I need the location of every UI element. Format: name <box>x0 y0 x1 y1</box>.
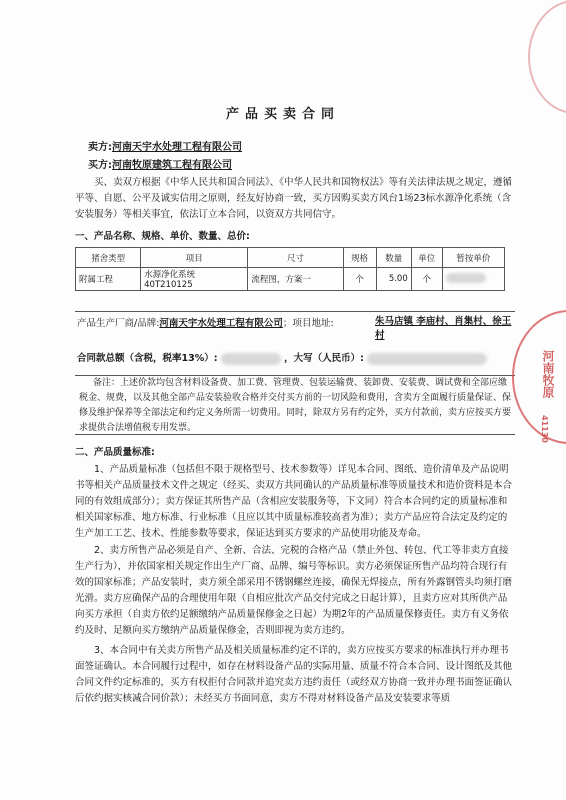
table-cell: 水源净化系统 40T210125 <box>141 268 248 291</box>
seller-name: 河南天宇水处理工程有限公司 <box>112 142 242 153</box>
table-cell: 附属工程 <box>76 268 141 291</box>
col-header: 规格 <box>343 248 376 268</box>
quality-clause-3: 3、本合同中有关卖方所售产品及相关质量标准约定不详的，卖方应按买方要求的标准执行并办理书面签证确认。本合同履行过程中，如存在材料设备产品的实际用量、质量不符合本合同、设计图纸及其他合同文件约定标准的，买方有权拒付合同款并追究卖方违约责任（或经双方协商一致并办理书面签证确认后依约据实核减合同价款）；未经买方书面同意，卖方不得对材料设备产品及安装要求等质 <box>75 645 513 704</box>
buyer-line <box>88 156 232 171</box>
col-header: 尺寸 <box>248 248 343 268</box>
note-box <box>75 374 515 435</box>
table-cell: 流程图，方案一 <box>248 268 343 291</box>
table-cell: 个 <box>343 268 376 291</box>
seal-text: 河南牧原 <box>541 350 555 398</box>
quality-clause-1: 1、产品质量标准（包括但不限于规格型号、技术参数等）详见本合同、图纸、造价清单及产品说明书等相关产品质量技术文件之规定（经买、卖双方共同确认的产品质量标准等质量技术和造价资料是本合同的有效组成部分）；卖方保证其所售产品（含相应安装服务等，下文同）符合本合同约定的质量标准和相关国家标准、地方标准、行业标准（且应以其中质量标准较高者为准）；卖方产品应符合法定及约定的生产加工工艺、技术、性能参数等要求，保证达到买方要求的产品使用功能及寿命。 <box>75 464 513 539</box>
buyer-name: 河南牧原建筑工程有限公司 <box>112 160 232 171</box>
seller-label: 卖方: <box>88 142 112 153</box>
table-cell-redacted <box>442 268 504 291</box>
section1-heading: 一、产品名称、规格、单价、数量、总价: <box>75 231 250 242</box>
table-row <box>76 268 505 291</box>
col-header: 数量 <box>376 248 411 268</box>
col-header: 项目 <box>141 248 248 268</box>
note-text: 备注：上述价款均包含材料设备费、加工费、管理费、包装运输费、装卸费、安装费、调试费和全部应缴税金、规费，以及其他全部产品安装验收合格并交付买方前的一切风险和费用，含卖方全面履行质量保证、保修及维护保养等全部法定和约定义务所需一切费用。同时，除双方另有约定外，买方付款前，卖方应按买方要求提供合法增值税专用发票。 <box>79 378 512 433</box>
seal-top-icon <box>528 0 566 114</box>
address-label: 项目地址: <box>292 318 334 329</box>
seller-line <box>88 138 242 153</box>
maker-name: 河南天宇水处理工程有限公司 <box>159 318 283 329</box>
quality-clause-2: 2、卖方所售产品必须是自产、全新、合法、完税的合格产品（禁止外包、转包、代工等非卖方直接生产行为），并依国家相关规定作出生产厂商、品牌、编号等标识。卖方必须保证所售产品均符合现行有效的国家标准；产品安装时，卖方须全部采用不锈钢螺丝连接，确保无焊接点，所有外露钢管头均须打磨光滑。卖方应确保产品的合理使用年限（自相应批次产品交付完成之日起计算），且卖方应对其所供产品向买方承担（自卖方依约足额缴纳产品质量保修金之日起）为期2年的产品质量保修责任。卖方有义务依约及时、足额向买方缴纳产品质量保修金，否则即视为卖方违约。 <box>75 545 513 636</box>
intro-paragraph: 买、卖双方根据《中华人民共和国合同法》、《中华人民共和国物权法》等有关法律法规之规定，遵循平等、自愿、公平及诚实信用之原则，经友好协商一致，买方因购买卖方风台1场23标水源净化系统（含安装服务）等相关事宜，依法订立本合同，以资双方共同信守。 <box>75 177 513 220</box>
maker-row: 产品生产厂商/品牌:河南天宇水处理工程有限公司；项目地址: <box>77 318 334 329</box>
project-address: 朱马店镇 李庙村、肖集村、徐王村 <box>375 316 512 341</box>
col-header: 猪舍类型 <box>76 248 141 268</box>
col-header: 单位 <box>411 248 442 268</box>
section2-heading: 二、产品质量标准: <box>75 447 155 458</box>
col-header: 暂按单价 <box>442 248 504 268</box>
total-label: 合同款总额（含税，税率13%）: <box>77 353 218 364</box>
redaction-mark <box>221 353 281 365</box>
redaction-mark <box>446 273 486 283</box>
maker-label: 产品生产厂商/品牌: <box>77 318 160 329</box>
seal-code: 41130 <box>540 415 549 443</box>
table-cell: 个 <box>411 268 442 291</box>
page-title: 产品买卖合同 <box>225 107 340 122</box>
buyer-label: 买方: <box>88 160 112 171</box>
table-header-row <box>76 248 505 268</box>
total-row <box>77 350 487 365</box>
supplier-box <box>75 311 515 376</box>
redaction-mark <box>367 353 487 365</box>
table-cell: 5.00 <box>376 268 411 291</box>
items-table <box>75 247 505 291</box>
upper-label: ，大写（人民币）: <box>284 353 364 364</box>
seal-icon <box>512 310 566 444</box>
